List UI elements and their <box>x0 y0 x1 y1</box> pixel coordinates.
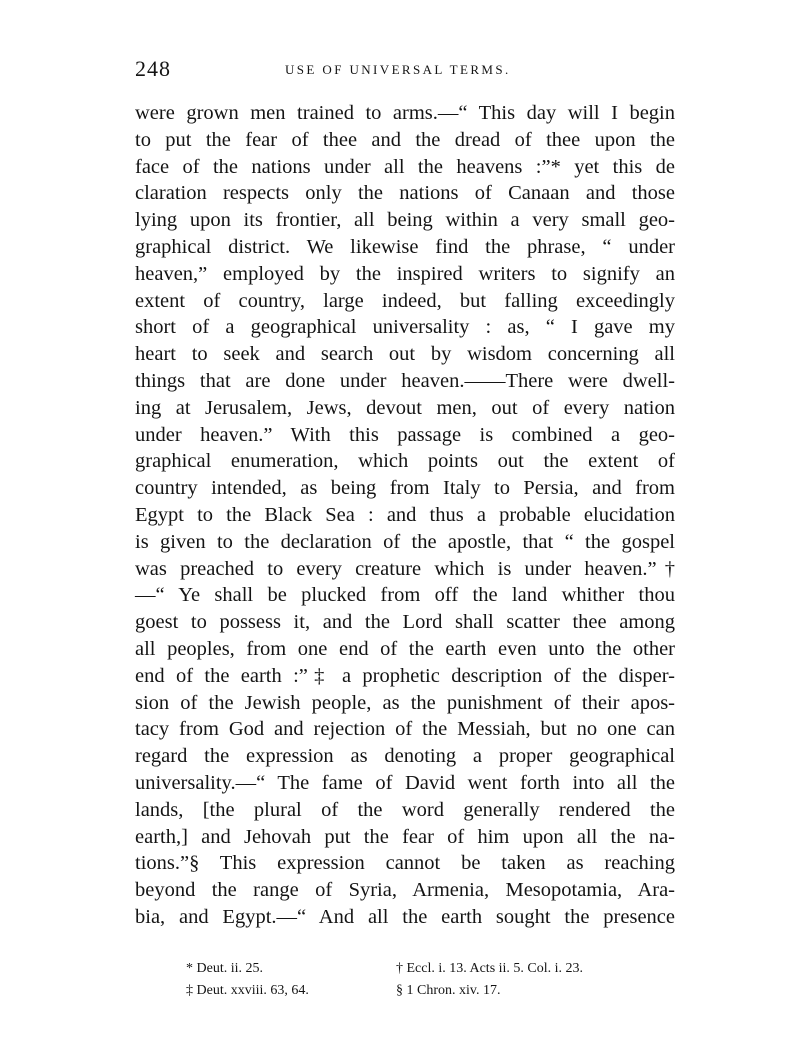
footnotes <box>186 958 686 1002</box>
text-line: beyond the range of Syria, Armenia, Mesopotamia, Ara- <box>135 879 675 902</box>
text-line: sion of the Jewish people, as the punishment of their apos- <box>135 691 675 714</box>
footnote-deut-2-25: * Deut. ii. 25. <box>186 961 263 976</box>
text-line: lands, [the plural of the word generally rendered the <box>135 798 675 821</box>
text-line: graphical district. We likewise find the phrase, “ under <box>135 235 675 258</box>
text-line: goest to possess it, and the Lord shall scatter thee among <box>135 611 675 634</box>
footnote-eccl-acts-col: † Eccl. i. 13. Acts ii. 5. Col. i. 23. <box>396 961 584 976</box>
text-line: universality.—“ The fame of David went forth into all the <box>135 771 675 794</box>
text-line: heaven,” employed by the inspired writers to signify an <box>135 262 675 285</box>
page-number: 248 <box>135 56 171 81</box>
text-line: graphical enumeration, which points out the extent of <box>135 450 675 473</box>
text-line: Egypt to the Black Sea : and thus a probable elucidation <box>135 503 675 526</box>
footnote-row <box>186 980 686 1002</box>
text-line: extent of country, large indeed, but falling exceedingly <box>135 289 675 312</box>
footnote-deut-28: ‡ Deut. xxviii. 63, 64. <box>186 983 309 998</box>
text-line: was preached to every creature which is under heaven.”† <box>135 557 675 580</box>
text-line: bia, and Egypt.—“ And all the earth sought the presence <box>135 905 675 928</box>
text-line: tacy from God and rejection of the Messiah, but no one can <box>135 718 675 741</box>
text-line: tions.”§ This expression cannot be taken as reaching <box>135 852 675 875</box>
text-line: under heaven.” With this passage is combined a geo- <box>135 423 675 446</box>
footnote-1-chron: § 1 Chron. xiv. 17. <box>396 983 501 998</box>
text-line: claration respects only the nations of Canaan and those <box>135 182 675 205</box>
text-line: ing at Jerusalem, Jews, devout men, out of every nation <box>135 396 675 419</box>
text-line: were grown men trained to arms.—“ This day will I begin <box>135 102 675 124</box>
text-line: earth,] and Jehovah put the fear of him upon all the na- <box>135 825 675 848</box>
text-line: heart to seek and search out by wisdom concerning all <box>135 343 675 366</box>
text-line: end of the earth :”‡ a prophetic description of the disper- <box>135 664 675 687</box>
body-text <box>135 100 675 931</box>
text-line: short of a geographical universality : as, “ I gave my <box>135 316 675 339</box>
text-line: to put the fear of thee and the dread of thee upon the <box>135 128 675 151</box>
text-line: —“ Ye shall be plucked from off the land whither thou <box>135 584 675 607</box>
text-line: face of the nations under all the heavens :”* yet this de <box>135 155 675 178</box>
text-line: all peoples, from one end of the earth even unto the other <box>135 637 675 660</box>
footnote-row <box>186 958 686 980</box>
page-header <box>135 56 675 86</box>
text-line: country intended, as being from Italy to Persia, and from <box>135 477 675 500</box>
text-line: regard the expression as denoting a proper geographical <box>135 745 675 768</box>
text-line: lying upon its frontier, all being within a very small geo- <box>135 209 675 232</box>
text-line: things that are done under heaven.——There were dwell- <box>135 369 675 392</box>
text-line: is given to the declaration of the apostle, that “ the gospel <box>135 530 675 553</box>
running-title: USE OF UNIVERSAL TERMS. <box>285 62 511 77</box>
